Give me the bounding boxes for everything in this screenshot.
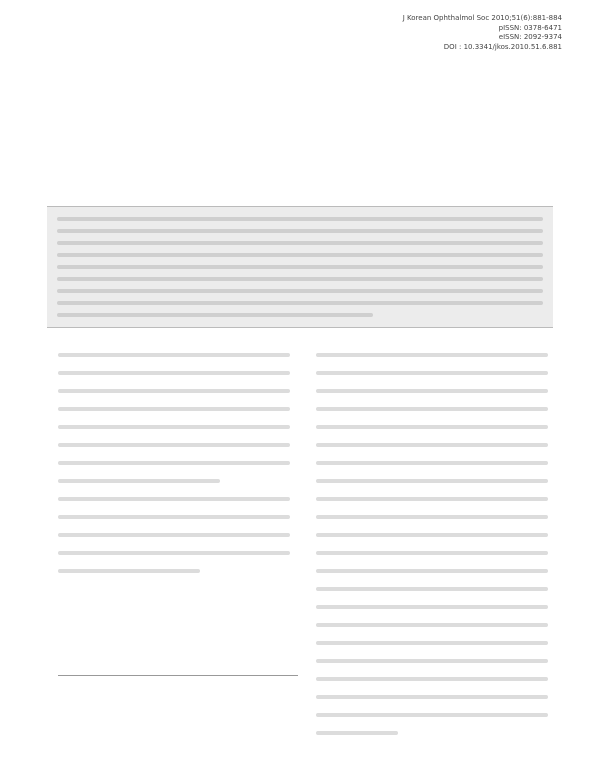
journal-pissn: pISSN: 0378-6471 bbox=[498, 23, 562, 32]
footnote-box bbox=[58, 675, 298, 776]
journal-citation: J Korean Ophthalmol Soc 2010;51(6):881-884 bbox=[402, 14, 562, 22]
body-column-right bbox=[316, 345, 548, 740]
journal-doi: DOI : 10.3341/jkos.2010.51.6.881 bbox=[443, 42, 562, 51]
journal-eissn: eISSN: 2092-9374 bbox=[498, 33, 562, 41]
title-block bbox=[0, 108, 600, 142]
abstract-box bbox=[47, 206, 553, 328]
journal-header bbox=[322, 14, 562, 52]
